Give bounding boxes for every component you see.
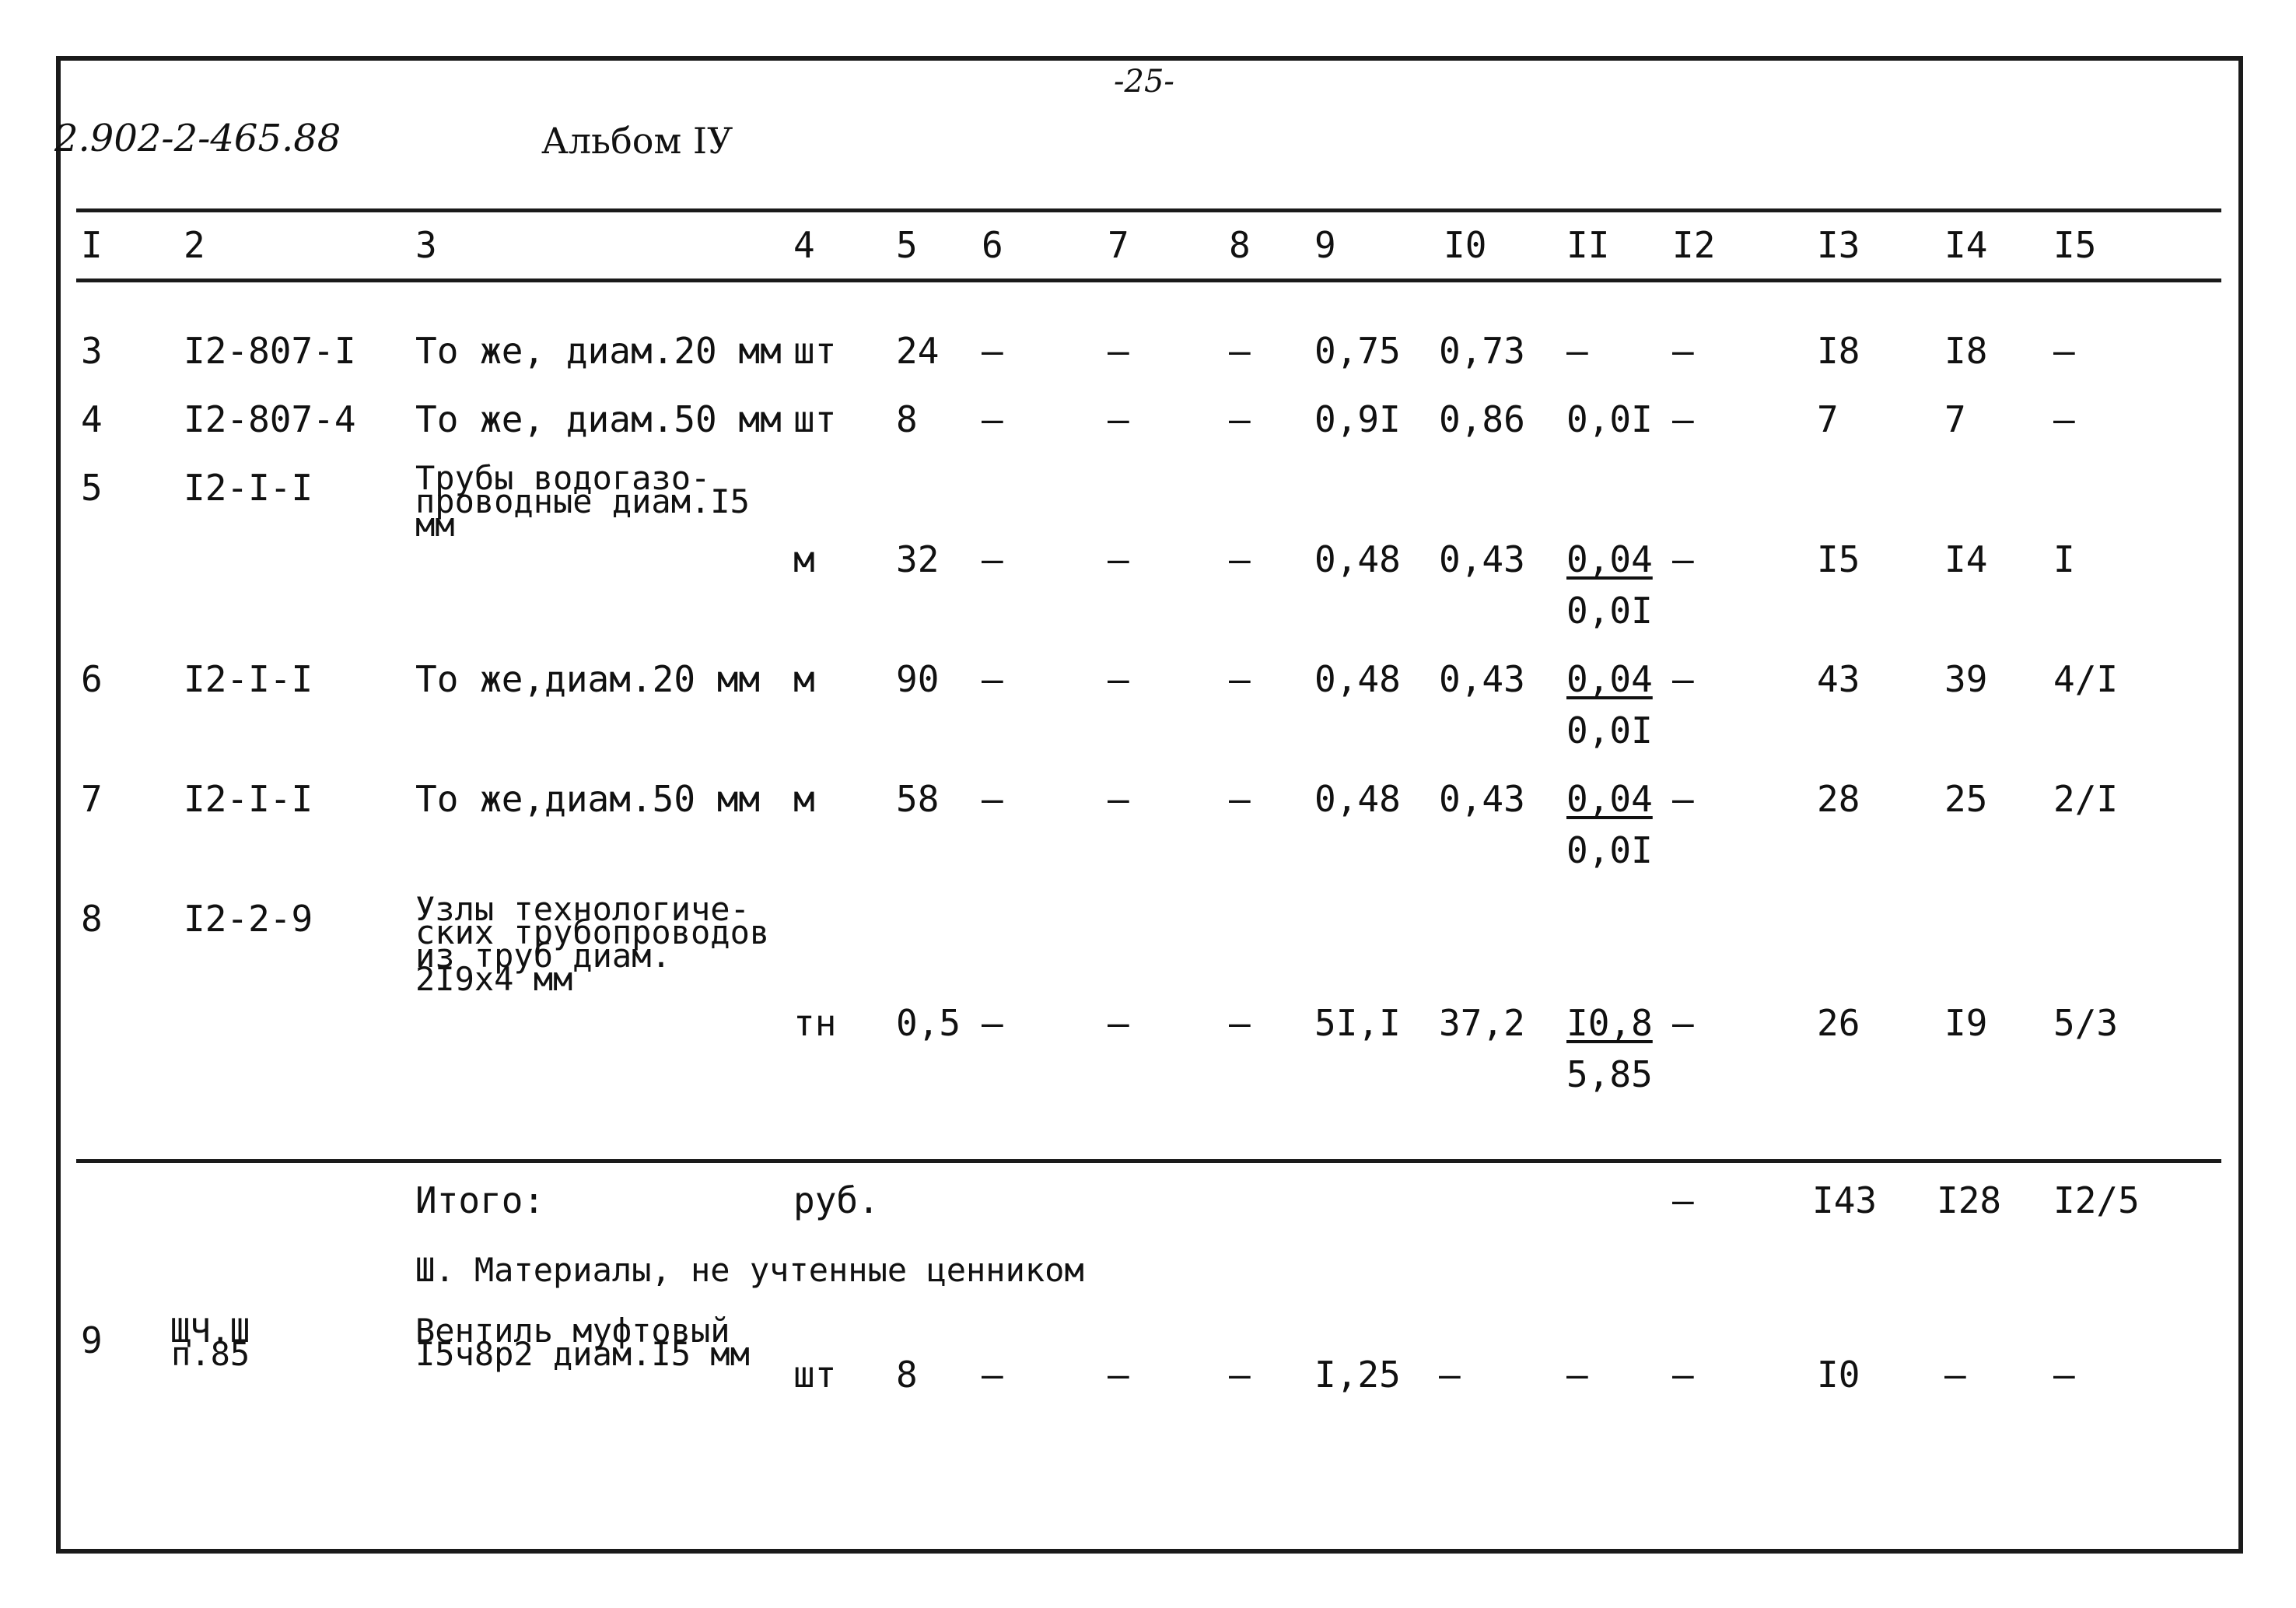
cell-c10: 37,2 (1439, 1002, 1525, 1044)
column-header-11: II (1566, 224, 1610, 266)
total-rule (76, 1159, 2221, 1163)
cell-c5: 24 (896, 330, 940, 372)
cell-c2: I2-I-I (184, 778, 313, 820)
cell-c7: – (1108, 778, 1129, 820)
cell-c4: м (793, 778, 815, 820)
cell-c1: 9 (81, 1319, 103, 1361)
cell-c2: I2-807-4 (184, 398, 356, 440)
cell-c10: 0,43 (1439, 538, 1525, 580)
cell-c4: м (793, 658, 815, 700)
column-header-13: I3 (1817, 224, 1860, 266)
cell-c3: Вентиль муфтовый I5ч8р2 диам.I5 мм (415, 1312, 750, 1373)
cell-c12: – (1672, 1002, 1694, 1044)
cell-c10: 0,86 (1439, 398, 1525, 440)
cell-c15: – (2053, 398, 2075, 440)
cell-c3: Трубы водогазо- проводные диам.I5 мм (415, 459, 750, 544)
cell-c14: 25 (1944, 778, 1988, 820)
cell-c12: – (1672, 658, 1694, 700)
cell-c1: 6 (81, 658, 103, 700)
cell-c12: – (1672, 1354, 1694, 1396)
cell-c11 (1566, 778, 1653, 871)
cell-c14: – (1944, 1354, 1966, 1396)
cell-c13: I5 (1817, 538, 1860, 580)
cell-c13: 26 (1817, 1002, 1860, 1044)
cell-c3: То же,диам.50 мм (415, 778, 761, 820)
cell-c15: 2/I (2053, 778, 2119, 820)
cell-c4: шт (793, 330, 837, 372)
cell-c11: 0,0I (1566, 398, 1653, 440)
total-unit: руб. (793, 1179, 880, 1221)
cell-c2: I2-I-I (184, 467, 313, 509)
fraction-denominator: 5,85 (1566, 1053, 1653, 1095)
total-c14: I28 (1937, 1179, 2002, 1221)
album-label: Альбом IУ (541, 120, 733, 162)
document-code: 2.902-2-465.88 (54, 117, 341, 160)
cell-c15: I (2053, 538, 2075, 580)
cell-c7: – (1108, 658, 1129, 700)
cell-c14: 39 (1944, 658, 1988, 700)
cell-c4: шт (793, 398, 837, 440)
cell-c8: – (1229, 1354, 1251, 1396)
column-header-4: 4 (793, 224, 815, 266)
cell-c5: 58 (896, 778, 940, 820)
cell-c14: 7 (1944, 398, 1966, 440)
column-header-15: I5 (2053, 224, 2097, 266)
cell-c9: 0,48 (1314, 538, 1401, 580)
column-header-8: 8 (1229, 224, 1251, 266)
column-header-10: I0 (1444, 224, 1487, 266)
cell-c11 (1566, 658, 1653, 751)
cell-c8: – (1229, 658, 1251, 700)
fraction-numerator: 0,04 (1566, 778, 1653, 820)
column-header-3: 3 (415, 224, 437, 266)
fraction-denominator: 0,0I (1566, 829, 1653, 871)
cell-c13: I8 (1817, 330, 1860, 372)
fraction-numerator: 0,04 (1566, 658, 1653, 700)
cell-c9: 0,75 (1314, 330, 1401, 372)
cell-c5: 8 (896, 1354, 918, 1396)
column-header-7: 7 (1108, 224, 1129, 266)
header-bottom-rule (76, 279, 2221, 282)
cell-c10: 0,43 (1439, 658, 1525, 700)
cell-c1: 3 (81, 330, 103, 372)
cell-c3: То же, диам.50 мм (415, 398, 782, 440)
cell-c5: 0,5 (896, 1002, 961, 1044)
cell-c8: – (1229, 1002, 1251, 1044)
column-header-6: 6 (982, 224, 1003, 266)
total-c15: I2/5 (2053, 1179, 2140, 1221)
cell-c11: – (1566, 330, 1588, 372)
cell-c6: – (982, 778, 1003, 820)
fraction-denominator: 0,0I (1566, 590, 1653, 632)
cell-c7: – (1108, 398, 1129, 440)
cell-c15: – (2053, 1354, 2075, 1396)
cell-c13: I0 (1817, 1354, 1860, 1396)
cell-c7: – (1108, 538, 1129, 580)
cell-c5: 32 (896, 538, 940, 580)
cell-c15: – (2053, 330, 2075, 372)
cell-c13: 7 (1817, 398, 1839, 440)
cell-c6: – (982, 1002, 1003, 1044)
cell-c3: То же,диам.20 мм (415, 658, 761, 700)
fraction-numerator: I0,8 (1566, 1002, 1653, 1044)
cell-c1: 7 (81, 778, 103, 820)
cell-c12: – (1672, 398, 1694, 440)
cell-c14: I9 (1944, 1002, 1988, 1044)
cell-c7: – (1108, 1354, 1129, 1396)
cell-c9: 5I,I (1314, 1002, 1401, 1044)
page-number: -25- (1114, 64, 1174, 100)
cell-c11 (1566, 538, 1653, 632)
cell-c11 (1566, 1002, 1653, 1095)
column-header-9: 9 (1314, 224, 1336, 266)
cell-c6: – (982, 658, 1003, 700)
cell-c13: 28 (1817, 778, 1860, 820)
cell-c9: 0,9I (1314, 398, 1401, 440)
cell-c12: – (1672, 778, 1694, 820)
cell-c15: 5/3 (2053, 1002, 2119, 1044)
cell-c12: – (1672, 538, 1694, 580)
cell-c8: – (1229, 778, 1251, 820)
column-header-1: I (81, 224, 103, 266)
cell-c2: I2-I-I (184, 658, 313, 700)
cell-c8: – (1229, 398, 1251, 440)
header-top-rule (76, 208, 2221, 212)
cell-c2: I2-2-9 (184, 898, 313, 940)
cell-c6: – (982, 1354, 1003, 1396)
column-header-2: 2 (184, 224, 205, 266)
column-header-5: 5 (896, 224, 918, 266)
cell-c9: I,25 (1314, 1354, 1401, 1396)
cell-c8: – (1229, 330, 1251, 372)
cell-c5: 8 (896, 398, 918, 440)
fraction-numerator: 0,04 (1566, 538, 1653, 580)
cell-c14: I4 (1944, 538, 1988, 580)
cell-c7: – (1108, 1002, 1129, 1044)
cell-c2: I2-807-I (184, 330, 356, 372)
cell-c1: 8 (81, 898, 103, 940)
cell-c13: 43 (1817, 658, 1860, 700)
cell-c1: 4 (81, 398, 103, 440)
cell-c12: – (1672, 330, 1694, 372)
section-title: Ш. Материалы, не учтенные ценником (415, 1251, 1084, 1289)
cell-c1: 5 (81, 467, 103, 509)
column-header-14: I4 (1944, 224, 1988, 266)
cell-c10: – (1439, 1354, 1461, 1396)
cell-c15: 4/I (2053, 658, 2119, 700)
cell-c7: – (1108, 330, 1129, 372)
total-c13: I43 (1812, 1179, 1878, 1221)
cell-c2: ЩЧ.Ш п.85 (171, 1312, 250, 1373)
cell-c10: 0,73 (1439, 330, 1525, 372)
cell-c6: – (982, 538, 1003, 580)
cell-c6: – (982, 398, 1003, 440)
total-c12: – (1672, 1179, 1694, 1221)
cell-c4: шт (793, 1354, 837, 1396)
cell-c10: 0,43 (1439, 778, 1525, 820)
cell-c9: 0,48 (1314, 778, 1401, 820)
column-header-12: I2 (1672, 224, 1716, 266)
cell-c9: 0,48 (1314, 658, 1401, 700)
cell-c3: Узлы технологиче- ских трубопроводов из труб диам. 2I9x4 мм (415, 890, 770, 998)
total-label: Итого: (415, 1179, 545, 1221)
cell-c6: – (982, 330, 1003, 372)
cell-c4: тн (793, 1002, 837, 1044)
cell-c3: То же, диам.20 мм (415, 330, 782, 372)
cell-c5: 90 (896, 658, 940, 700)
cell-c14: I8 (1944, 330, 1988, 372)
cell-c11: – (1566, 1354, 1588, 1396)
cell-c8: – (1229, 538, 1251, 580)
cell-c4: м (793, 538, 815, 580)
fraction-denominator: 0,0I (1566, 709, 1653, 751)
